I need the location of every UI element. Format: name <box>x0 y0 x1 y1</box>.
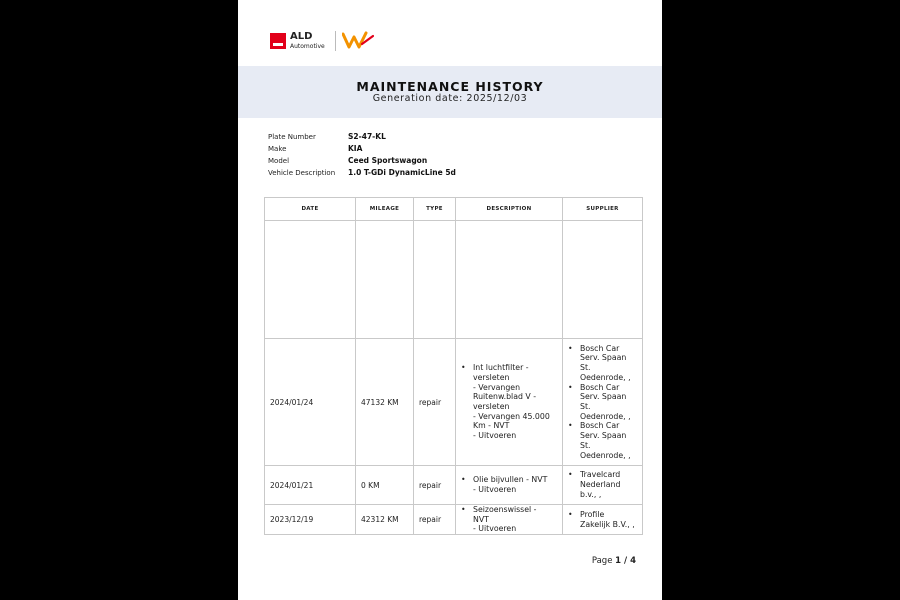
table-row <box>265 505 643 535</box>
vehicle-info <box>268 131 456 179</box>
page-number <box>592 556 636 566</box>
blank-cell <box>414 221 456 339</box>
info-label: Vehicle Description <box>268 169 336 177</box>
info-value: S2-47-KL <box>348 132 386 141</box>
info-label: Model <box>268 157 290 165</box>
list-item: • Bosch Car Serv. Spaan St. Oedenrode, , <box>568 421 637 460</box>
list-item: • Bosch Car Serv. Spaan St. Oedenrode, , <box>568 383 637 422</box>
logo-divider <box>335 31 336 51</box>
cell-type: repair <box>414 505 456 535</box>
list-item: • Bosch Car Serv. Spaan St. Oedenrode, , <box>568 344 637 383</box>
vehicle-info-row <box>268 131 456 143</box>
info-value: KIA <box>348 144 363 153</box>
info-label: Make <box>268 145 287 153</box>
column-header-mileage: MILEAGE <box>356 198 414 221</box>
column-header-date: DATE <box>265 198 356 221</box>
cell-type: repair <box>414 466 456 505</box>
blank-cell <box>563 221 643 339</box>
table-row <box>265 466 643 505</box>
info-label: Plate Number <box>268 133 316 141</box>
partner-logo-icon <box>342 30 374 50</box>
ald-logo-icon <box>270 33 286 49</box>
vehicle-info-row <box>268 155 456 167</box>
cell-mileage: 0 KM <box>356 466 414 505</box>
column-header-type: TYPE <box>414 198 456 221</box>
column-header-supplier: SUPPLIER <box>563 198 643 221</box>
cell-description <box>456 466 563 505</box>
maintenance-table <box>264 197 643 535</box>
blank-cell <box>265 221 356 339</box>
vehicle-info-row <box>268 143 456 155</box>
blank-cell <box>456 221 563 339</box>
document-page <box>238 0 662 600</box>
cell-description <box>456 505 563 535</box>
cell-date: 2023/12/19 <box>265 505 356 535</box>
ald-logo-subtitle: Automotive <box>290 43 325 50</box>
list-item: • Olie bijvullen - NVT - Uitvoeren <box>461 475 557 494</box>
page-count: 1 / 4 <box>615 556 636 566</box>
cell-description <box>456 339 563 466</box>
page-prefix: Page <box>591 556 613 566</box>
cell-mileage: 47132 KM <box>356 339 414 466</box>
ald-logo-name: ALD <box>290 31 313 42</box>
column-header-description: DESCRIPTION <box>456 198 563 221</box>
info-value: Ceed Sportswagon <box>348 156 428 165</box>
cell-supplier <box>563 505 643 535</box>
cell-date: 2024/01/24 <box>265 339 356 466</box>
generation-date: Generation date: 2025/12/03 <box>372 93 528 104</box>
info-value: 1.0 T-GDi DynamicLine 5d <box>348 168 456 177</box>
cell-mileage: 42312 KM <box>356 505 414 535</box>
list-item: • Seizoenswissel - NVT - Uitvoeren <box>461 505 557 534</box>
list-item: • Travelcard Nederland b.v., , <box>568 470 637 499</box>
list-item: • Int luchtfilter - versleten - Vervangen Ruitenw.blad V - versleten - Vervangen 45.000 Km - NVT - Uitvoeren <box>461 363 557 441</box>
cell-supplier <box>563 339 643 466</box>
table-blank-row <box>265 221 643 339</box>
cell-type: repair <box>414 339 456 466</box>
list-item: • Profile Zakelijk B.V., , <box>568 510 637 529</box>
cell-date: 2024/01/21 <box>265 466 356 505</box>
blank-cell <box>356 221 414 339</box>
table-header-row <box>265 198 643 221</box>
cell-supplier <box>563 466 643 505</box>
table-row <box>265 339 643 466</box>
page-title: MAINTENANCE HISTORY <box>356 79 544 94</box>
vehicle-info-row <box>268 167 456 179</box>
